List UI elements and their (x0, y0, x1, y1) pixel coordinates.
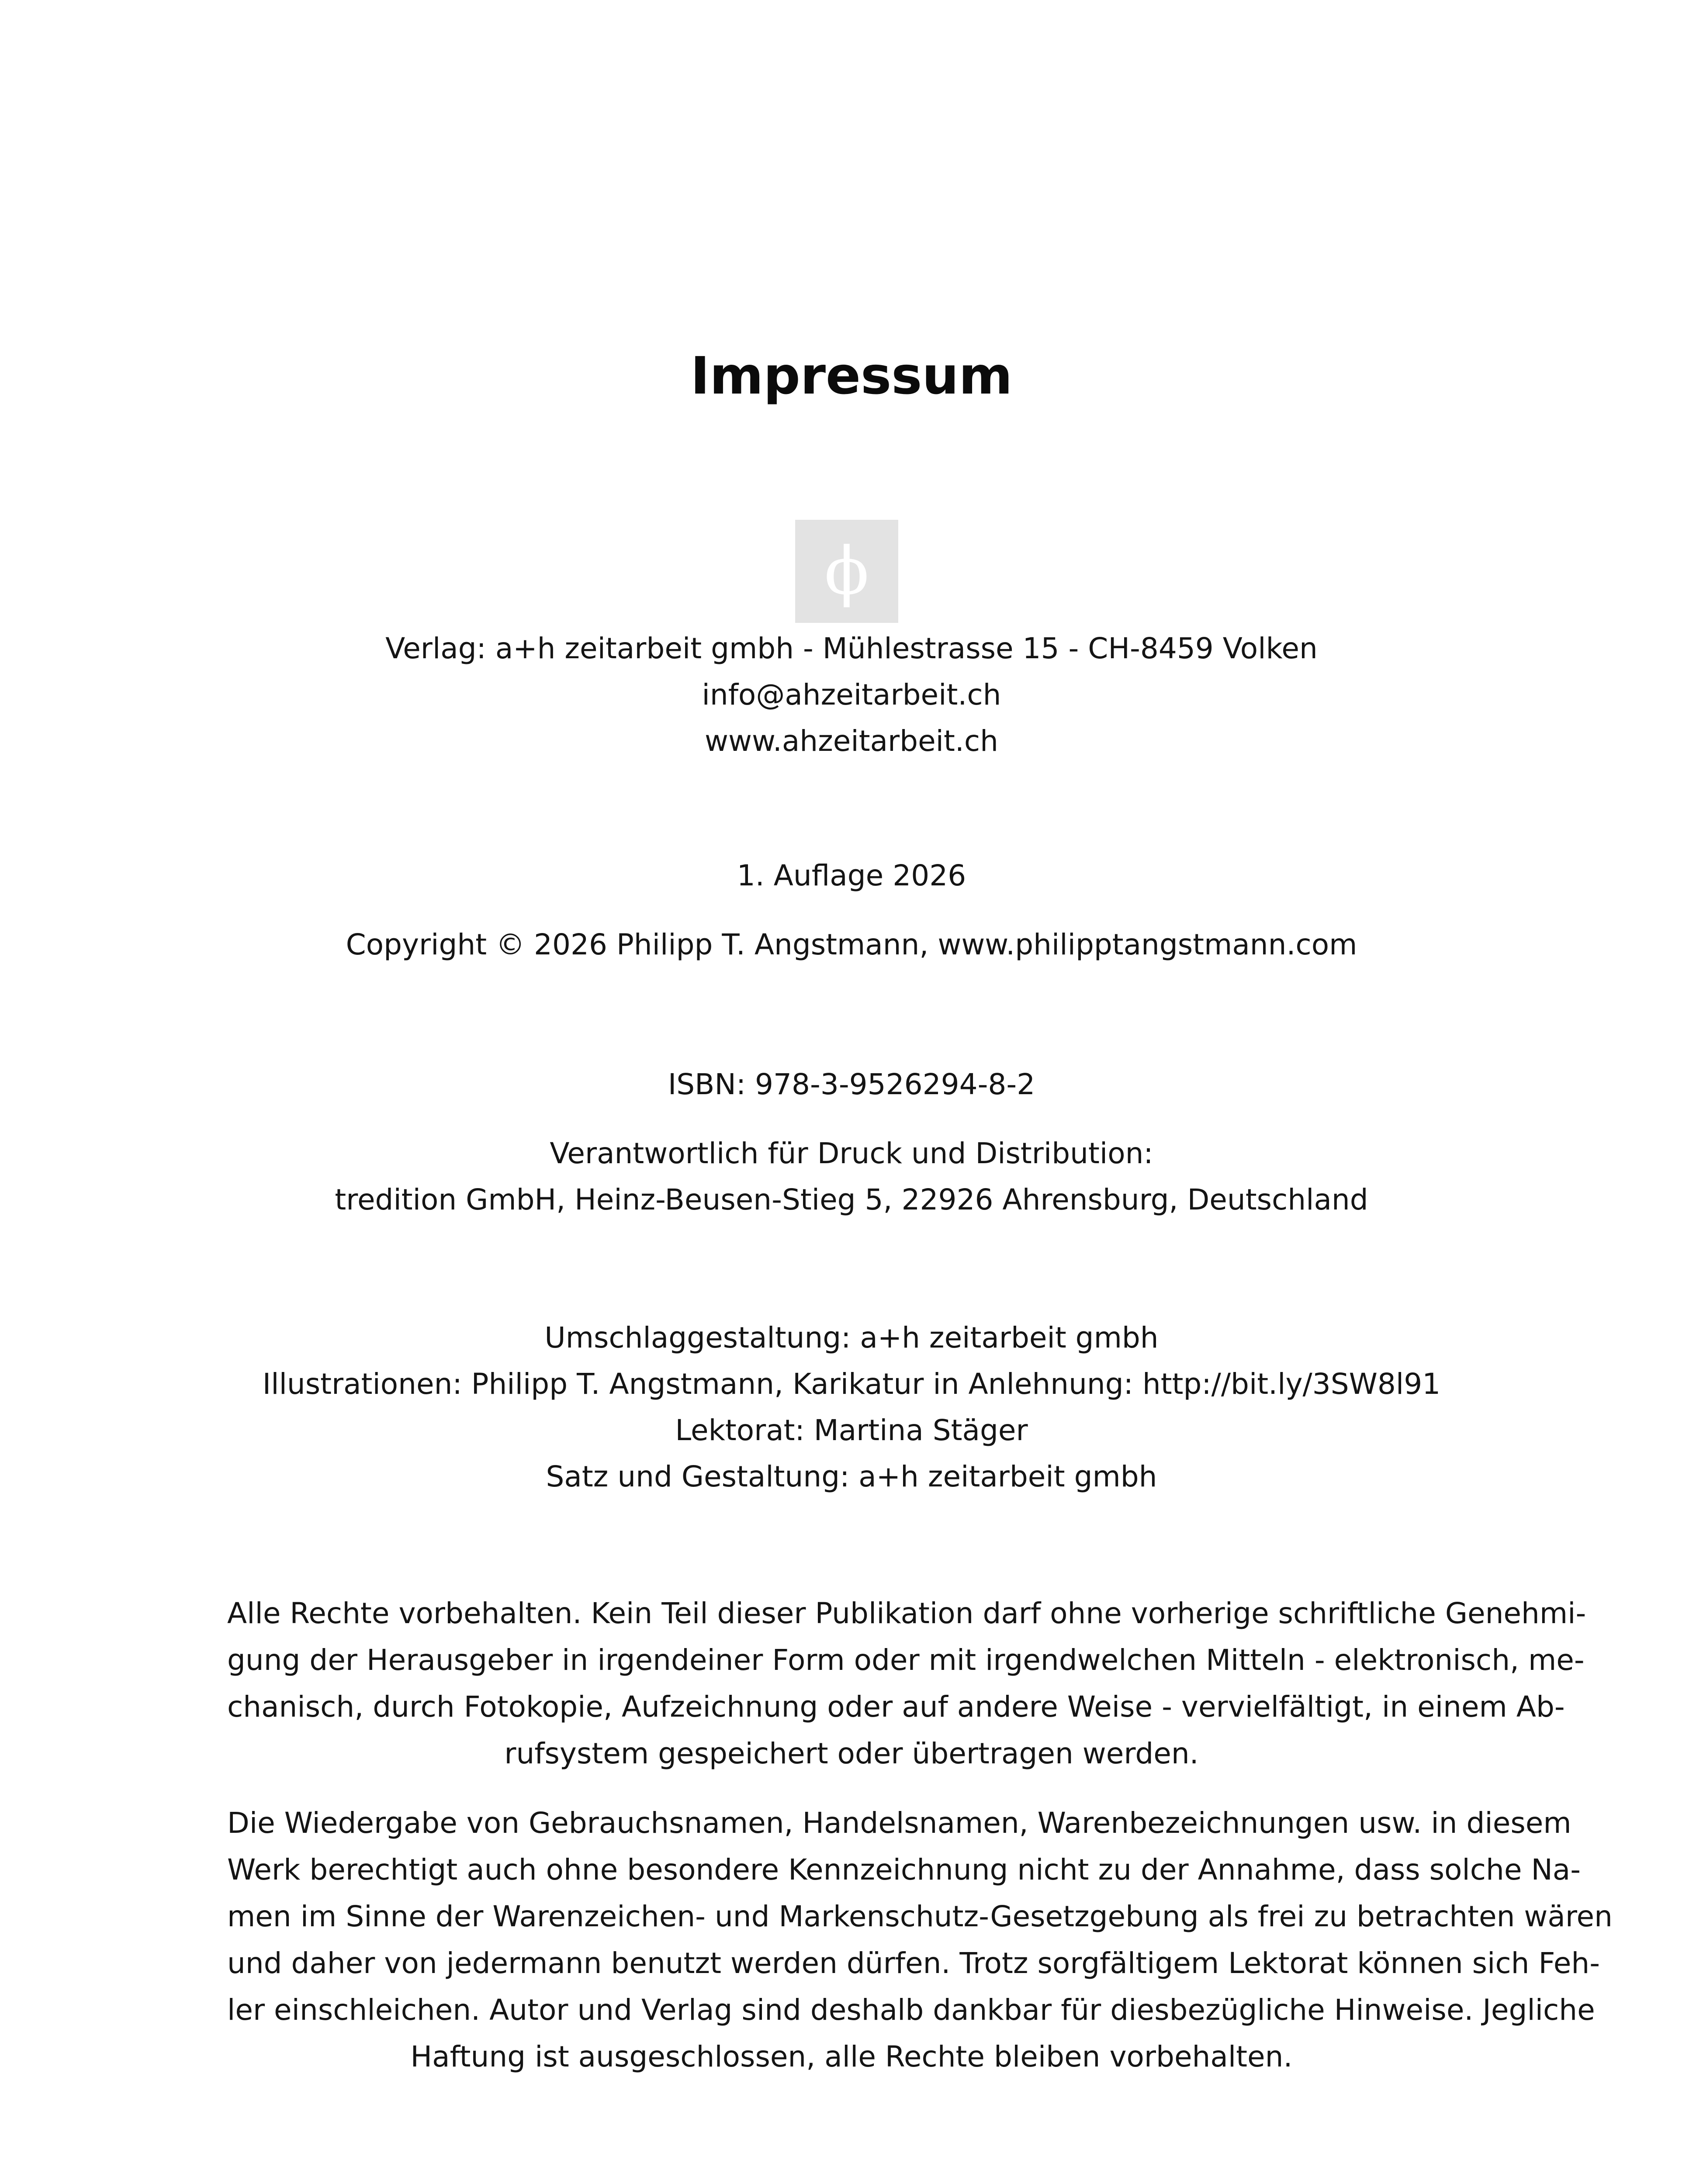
paragraph-line: ler einschleichen. Autor und Verlag sind deshalb dankbar für diesbezügliche Hinweise. Jegliche (227, 1993, 1595, 2027)
credits-block (0, 1315, 1703, 1500)
copyright-notice: Copyright © 2026 Philipp T. Angstmann, www.philipptangstmann.com (346, 928, 1357, 961)
edition-block (0, 853, 1703, 899)
paragraph-line: gung der Herausgeber in irgendeiner Form oder mit irgendwelchen Mitteln - elektronisch, me- (227, 1643, 1585, 1677)
publisher-logo (795, 520, 898, 623)
distribution-block (0, 1130, 1703, 1223)
distribution-heading: Verantwortlich für Druck und Distribution: (550, 1137, 1153, 1170)
credit-editing: Lektorat: Martina Stäger (675, 1413, 1028, 1447)
paragraph-line: Haftung ist ausgeschlossen, alle Rechte bleiben vorbehalten. (410, 2040, 1293, 2073)
paragraph-line: chanisch, durch Fotokopie, Aufzeichnung oder auf andere Weise - vervielfältigt, in einem Ab- (227, 1690, 1565, 1724)
paragraph-line: und daher von jedermann benutzt werden dürfen. Trotz sorgfältigem Lektorat können sich Feh- (227, 1946, 1600, 1980)
trademark-paragraph (227, 1800, 1613, 2080)
credit-typesetting: Satz und Gestaltung: a+h zeitarbeit gmbh (546, 1460, 1157, 1493)
edition-label: 1. Auflage 2026 (737, 859, 966, 892)
publisher-block (0, 625, 1703, 764)
paragraph-line: men im Sinne der Warenzeichen- und Markenschutz-Gesetzgebung als frei zu betrachten wären (227, 1900, 1613, 1933)
credit-cover: Umschlaggestaltung: a+h zeitarbeit gmbh (544, 1321, 1159, 1355)
publisher-address: Verlag: a+h zeitarbeit gmbh - Mühlestrasse 15 - CH-8459 Volken (385, 632, 1318, 665)
phi-logo-icon: ϕ (824, 533, 869, 609)
paragraph-line: Werk berechtigt auch ohne besondere Kennzeichnung nicht zu der Annahme, dass solche Na- (227, 1853, 1581, 1887)
publisher-website-link[interactable]: www.ahzeitarbeit.ch (705, 724, 998, 758)
paragraph-line: rufsystem gespeichert oder übertragen werden. (504, 1737, 1199, 1770)
page-title: Impressum (690, 346, 1013, 406)
paragraph-line: Die Wiedergabe von Gebrauchsnamen, Handelsnamen, Warenbezeichnungen usw. in diesem (227, 1806, 1571, 1840)
copyright-block (0, 922, 1703, 968)
distribution-address: tredition GmbH, Heinz-Beusen-Stieg 5, 22926 Ahrensburg, Deutschland (335, 1183, 1368, 1216)
credit-illustrations: Illustrationen: Philipp T. Angstmann, Karikatur in Anlehnung: http://bit.ly/3SW8l91 (262, 1367, 1441, 1401)
paragraph-line: Alle Rechte vorbehalten. Kein Teil dieser Publikation darf ohne vorherige schriftliche Genehmi- (227, 1597, 1586, 1630)
isbn-block (0, 1061, 1703, 1108)
isbn-number: ISBN: 978-3-9526294-8-2 (668, 1068, 1035, 1101)
publisher-email-link[interactable]: info@ahzeitarbeit.ch (702, 678, 1001, 712)
rights-paragraph (227, 1590, 1586, 1777)
